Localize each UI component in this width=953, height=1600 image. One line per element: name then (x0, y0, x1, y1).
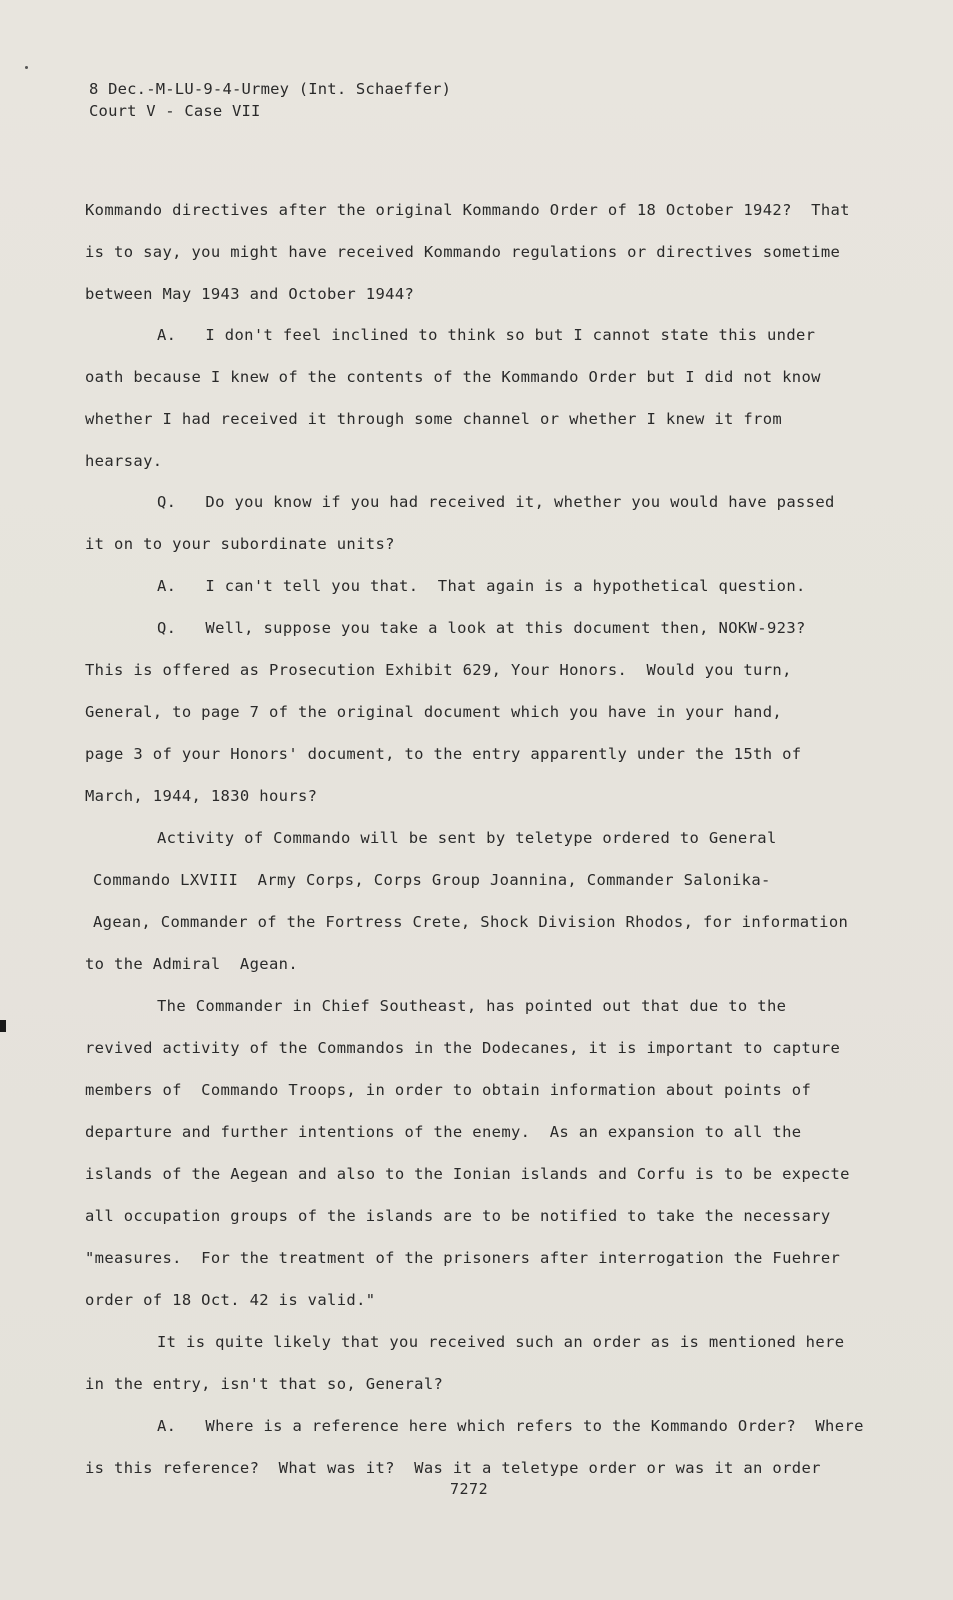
transcript-line: oath because I knew of the contents of the Kommando Order but I did not know (85, 368, 821, 386)
header-court: Court V - Case VII (89, 102, 261, 120)
page-number: 7272 (450, 1480, 489, 1498)
header-reference: 8 Dec.-M-LU-9-4-Urmey (Int. Schaeffer) (89, 80, 452, 98)
transcript-line: The Commander in Chief Southeast, has pointed out that due to the (157, 997, 787, 1015)
transcript-line: Agean, Commander of the Fortress Crete, Shock Division Rhodos, for information (93, 913, 849, 931)
transcript-line: it on to your subordinate units? (85, 535, 395, 553)
transcript-line: A. I don't feel inclined to think so but I cannot state this under (157, 326, 816, 344)
transcript-line: page 3 of your Honors' document, to the entry apparently under the 15th of (85, 745, 802, 763)
transcript-line: "measures. For the treatment of the prisoners after interrogation the Fuehrer (85, 1249, 841, 1267)
transcript-line: This is offered as Prosecution Exhibit 629, Your Honors. Would you turn, (85, 661, 792, 679)
transcript-line: A. Where is a reference here which refers to the Kommando Order? Where (157, 1417, 864, 1435)
transcript-line: in the entry, isn't that so, General? (85, 1375, 444, 1393)
transcript-line: It is quite likely that you received such an order as is mentioned here (157, 1333, 845, 1351)
transcript-line: A. I can't tell you that. That again is a hypothetical question. (157, 577, 806, 595)
transcript-line: Q. Do you know if you had received it, whether you would have passed (157, 493, 835, 511)
transcript-line: order of 18 Oct. 42 is valid." (85, 1291, 376, 1309)
transcript-line: to the Admiral Agean. (85, 955, 298, 973)
transcript-line: is this reference? What was it? Was it a teletype order or was it an order (85, 1459, 821, 1477)
transcript-line: all occupation groups of the islands are to be notified to take the necessary (85, 1207, 831, 1225)
transcript-line: is to say, you might have received Kommando regulations or directives sometime (85, 243, 841, 261)
transcript-line: Q. Well, suppose you take a look at this document then, NOKW-923? (157, 619, 806, 637)
transcript-line: March, 1944, 1830 hours? (85, 787, 318, 805)
transcript-line: whether I had received it through some channel or whether I knew it from (85, 410, 783, 428)
transcript-line: hearsay. (85, 452, 163, 470)
transcript-line: Commando LXVIII Army Corps, Corps Group Joannina, Commander Salonika- (93, 871, 771, 889)
transcript-line: General, to page 7 of the original document which you have in your hand, (85, 703, 783, 721)
transcript-line: members of Commando Troops, in order to obtain information about points of (85, 1081, 812, 1099)
transcript-line: Kommando directives after the original Kommando Order of 18 October 1942? That (85, 201, 850, 219)
margin-dot (25, 66, 28, 69)
transcript-line: Activity of Commando will be sent by teletype ordered to General (157, 829, 777, 847)
transcript-line: revived activity of the Commandos in the Dodecanes, it is important to capture (85, 1039, 841, 1057)
transcript-line: departure and further intentions of the enemy. As an expansion to all the (85, 1123, 802, 1141)
binding-mark (0, 1020, 6, 1032)
transcript-line: islands of the Aegean and also to the Ionian islands and Corfu is to be expecte (85, 1165, 850, 1183)
document-header (89, 78, 451, 122)
transcript-line: between May 1943 and October 1944? (85, 285, 415, 303)
